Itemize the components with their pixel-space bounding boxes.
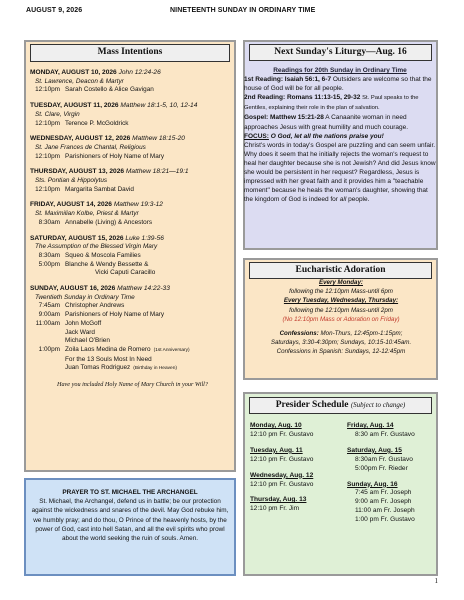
mass-intention-row: 12:10pm Sarah Costello & Alice Gavigan (35, 86, 154, 94)
mass-day-heading: SUNDAY, AUGUST 16, 2026 Matthew 14:22-33 (30, 285, 170, 293)
mass-day-saint: St. Maximilian Kolbe, Priest & Martyr (35, 210, 139, 218)
presider-title-bar (249, 397, 432, 414)
page-number: 1 (434, 577, 438, 585)
presider-entry: 7:45 am Fr. Joseph (355, 489, 412, 497)
second-reading-text: St. Paul speaks to the Gentiles, explaining their role in the plan of salvation. (244, 95, 419, 112)
presider-entry: 11:00 am Fr. Joseph (355, 507, 415, 515)
mass-intention-row: Michael O'Brien (65, 337, 110, 345)
gospel-text: A Canaanite woman in need approaches Jesus with great humility and much courage. (244, 114, 409, 131)
mass-intention-row: 8:30am Squeo & Moscola Families (38, 251, 141, 259)
presider-day: Friday, Aug. 14 (347, 422, 394, 429)
mass-day-saint: Sts. Pontian & Hippolytus (35, 177, 108, 185)
presider-title: Presider Schedule (275, 400, 349, 410)
first-reading-label: 1st Reading: Isaiah 56:1, 6-7 (244, 76, 332, 84)
confessions-line3: Confessions in Spanish: Sundays, 12-12:45pm (276, 348, 406, 356)
bulletin-occasion: NINETEENTH SUNDAY IN ORDINARY TIME (170, 7, 316, 14)
mass-day-saint: St. Clare, Virgin (35, 110, 80, 118)
presider-day: Sunday, Aug. 16 (347, 480, 398, 488)
mass-intention-row: 11:00am John McGoff (35, 319, 102, 327)
prayer-title: PRAYER TO ST. MICHAEL THE ARCHANGEL (62, 489, 198, 496)
mass-day-heading: WEDNESDAY, AUGUST 12, 2026 Matthew 18:15-20 (30, 135, 185, 143)
presider-entry: 12:10 pm Fr. Gustavo (250, 455, 314, 463)
presider-entry: 12:10 pm Fr. Gustavo (250, 480, 314, 488)
presider-subtitle: (Subject to change) (350, 401, 406, 409)
presider-entry: 8:30 am Fr. Gustavo (355, 430, 415, 438)
confessions-label: Confessions: (279, 330, 319, 338)
mass-intention-row: For the 13 Souls Most In Need (65, 355, 152, 363)
focus-label: FOCUS: (244, 132, 269, 140)
mass-intention-row: 9:00am Parishioners of Holy Name of Mary (38, 311, 165, 319)
mass-day-saint: St. Lawrence, Deacon & Martyr (35, 77, 124, 85)
presider-day: Saturday, Aug. 15 (347, 446, 402, 454)
liturgy-body-emphasis: all (339, 196, 347, 204)
mass-intention-row: 8:30am Annabelle (Living) & Ancestors (38, 218, 153, 226)
will-reminder: Have you included Holy Name of Mary Church in your Will? (57, 381, 208, 389)
bulletin-date: AUGUST 9, 2026 (26, 7, 83, 14)
mass-intention-row: Jack Ward (65, 328, 95, 336)
mass-intention-row: 12:10pm Terence P. McGoldrick (35, 119, 129, 127)
mass-intention-row: 12:10pm Margarita Sambat David (35, 185, 134, 193)
mass-intentions-list (30, 69, 235, 390)
mass-intention-row: Juan Tomas Rodriguez (Birthday in Heaven) (65, 364, 177, 372)
focus-text: O God, let all the nations praise you! (270, 132, 384, 140)
liturgy-body: Christ's words in today's Gospel are puzzling and can seem unfair. Why does it seem that he initially rejects the woman's request to heal her daughter because she is not Jewish? And did Jesus know she would be persistent in her request? Regardless, Jesus is impressed with her great faith and it provides him a "teachable moment" because he heals the woman's daughter, showing that the kingdom of God is indeed for (244, 141, 436, 204)
presider-day: Wednesday, Aug. 12 (250, 471, 314, 479)
mass-intention-row: Vicki Caputi Caracillo (95, 269, 156, 277)
mass-day-heading: TUESDAY, AUGUST 11, 2026 Matthew 18:1-5, 10, 12-14 (30, 102, 198, 110)
readings-heading: Readings for 20th Sunday in Ordinary Time (273, 67, 407, 74)
mass-day-heading: THURSDAY, AUGUST 13, 2026 Matthew 18:21—19:1 (30, 168, 189, 176)
presider-entry: 12:10 pm Fr. Jim (250, 505, 300, 513)
presider-entry: 9:00 am Fr. Joseph (355, 498, 412, 506)
presider-entry: 8:30am Fr. Gustavo (355, 455, 413, 463)
second-reading-label: 2nd Reading: Romans 11:13-15, 29-32 (244, 94, 361, 102)
presider-right-column (347, 422, 437, 532)
mass-day-heading: FRIDAY, AUGUST 14, 2026 Matthew 19:3-12 (30, 201, 163, 209)
mass-intention-row: 7:45am Christopher Andrews (38, 302, 125, 310)
mass-intention-row: 12:10pm Parishioners of Holy Name of Mary (35, 152, 165, 160)
liturgy-text (244, 66, 436, 204)
mass-day-saint: Twentieth Sunday in Ordinary Time (35, 293, 135, 301)
tuewed-text: following the 12:10pm Mass-until 2pm (289, 306, 393, 314)
mass-intention-row: 5:00pm Blanche & Wendy Bessette & (38, 260, 149, 268)
presider-left-column (250, 422, 340, 521)
presider-day: Monday, Aug. 10 (250, 422, 302, 429)
mass-day-heading: MONDAY, AUGUST 10, 2026 John 12:24-26 (30, 69, 161, 76)
tuewed-label: Every Tuesday, Wednesday, Thursday: (283, 297, 399, 305)
presider-day: Thursday, Aug. 13 (250, 496, 307, 504)
prayer-panel (24, 478, 236, 576)
monday-text: following the 12:10pm Mass-until 6pm (289, 288, 393, 296)
liturgy-title: Next Sunday's Liturgy—Aug. 16 (249, 44, 432, 61)
presider-entry: 1:00 pm Fr. Gustavo (355, 516, 415, 524)
monday-label: Every Monday: (318, 279, 363, 286)
prayer-text: St. Michael, the Archangel, defend us in battle; be our protection against the wickedness and snares of the devil. May God rebuke him, we humbly pray; and do thou, O Prince of the heavenly hosts, by the power of God, cast into hell Satan, and all the evil spirits who prowl about the world seeking the ruin of souls. Amen. (31, 498, 229, 543)
adoration-note: (No 12:10pm Mass or Adoration on Friday) (282, 315, 400, 323)
presider-day: Tuesday, Aug. 11 (250, 446, 303, 454)
mass-intentions-title: Mass Intentions (30, 44, 230, 62)
mass-day-heading: SATURDAY, AUGUST 15, 2026 Luke 1:39-56 (30, 234, 164, 242)
presider-entry: 12:10 pm Fr. Gustavo (250, 430, 314, 438)
presider-entry: 5:00pm Fr. Rieder (355, 464, 408, 472)
adoration-text (246, 278, 436, 357)
first-reading-text: Outsiders are welcome so that the house of God will be for all people. (244, 76, 432, 93)
liturgy-body-end: people. (348, 196, 370, 204)
gospel-label: Gospel: Matthew 15:21-28 (244, 114, 324, 122)
mass-intention-row: 1:00pm Zoila Laos Medina de Romero (1st Anniversary) (38, 345, 190, 353)
mass-day-saint: St. Jane Frances de Chantal, Religious (35, 143, 146, 151)
mass-day-saint: The Assumption of the Blessed Virgin Mary (35, 243, 158, 251)
confessions-line2: Saturdays, 3:30-4:30pm; Sundays, 10:15-10:45am. (270, 339, 412, 347)
adoration-title: Eucharistic Adoration (249, 262, 432, 279)
confessions-text: Mon-Thurs, 12:45pm-1:15pm; (320, 330, 403, 338)
